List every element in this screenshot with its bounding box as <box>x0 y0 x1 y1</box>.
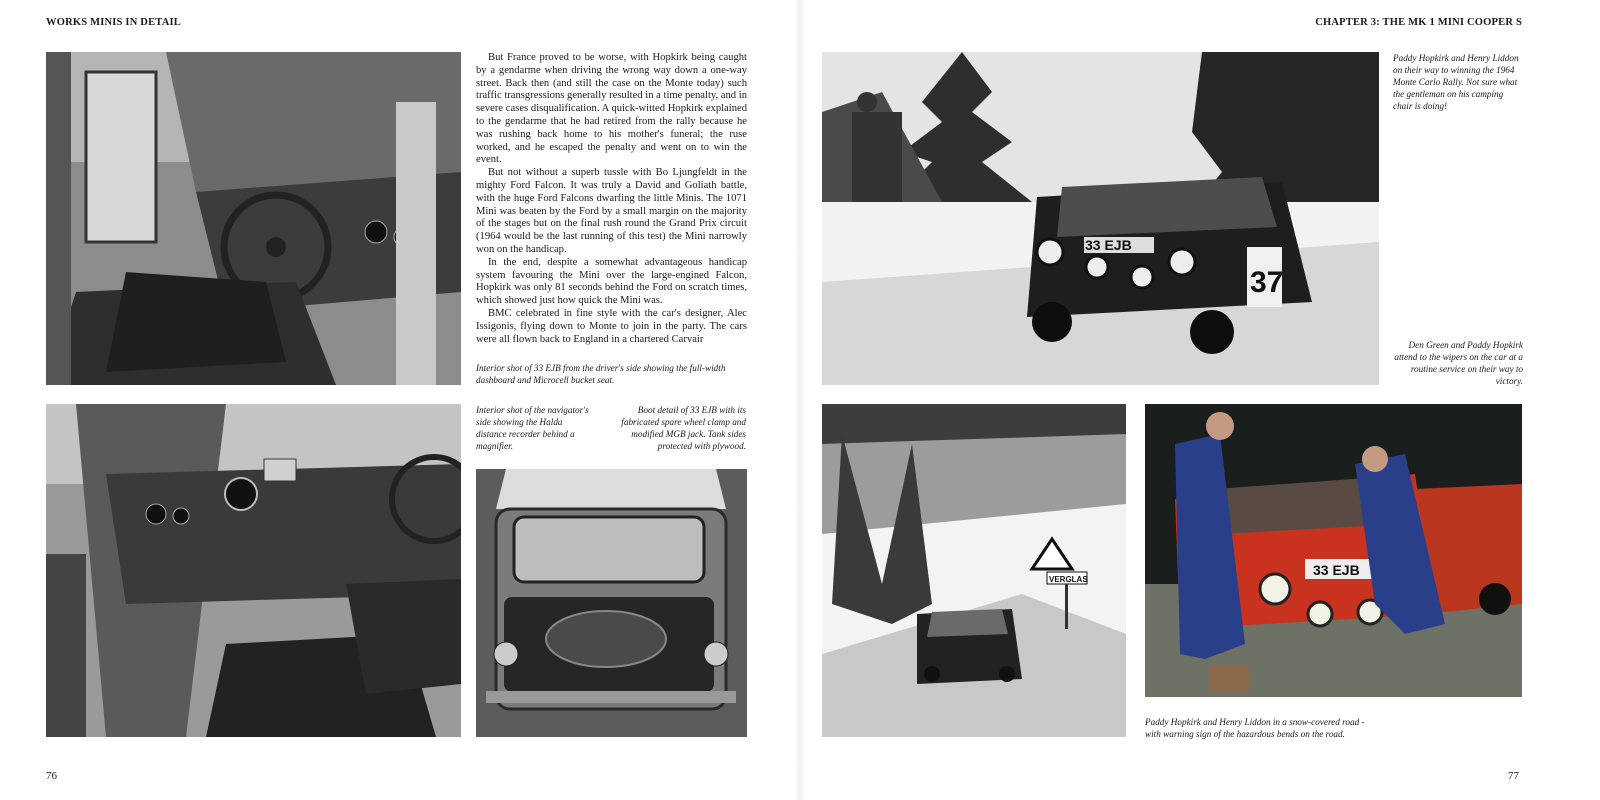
right-page-number: 77 <box>1508 770 1519 782</box>
caption-service: Den Green and Paddy Hopkirk attend to the wipers on the car at a routine service on their way to victory. <box>1394 340 1523 386</box>
body-paragraph: But France proved to be worse, with Hopkirk being caught by a gendarme when driving the wrong way down a one-way street. Back then (and still the case on the Monte today) such traffic transgressions generally resulted in a time penalty, and in severe cases disqualification. A quick-witted Hopkirk explained to the gendarme that he had retired from the rally because he was rushing back home to his mother's funeral; the ruse worked, and he escaped the penalty and went on to win the event. <box>476 52 747 166</box>
number-plate-top: 33 EJB <box>1085 237 1132 253</box>
left-running-head: WORKS MINIS IN DETAIL <box>46 17 181 28</box>
body-paragraph: In the end, despite a somewhat advantageous handicap system favouring the Mini over the large-engined Falcon, Hopkirk was only 81 seconds behind the Ford on scratch times, which showed just how quick the Mini was. <box>476 256 747 307</box>
left-page-number: 76 <box>46 770 57 782</box>
caption-interior-driver: Interior shot of 33 EJB from the driver's side showing the full-width dashboard and Microcell bucket seat. <box>476 363 726 385</box>
body-paragraph: But not without a superb tussle with Bo Ljungfeldt in the mighty Ford Falcon. It was truly a David and Goliath battle, with the huge Ford Falcons dwarfing the little Minis. The 1071 Mini was beaten by the Ford by a small margin on the majority of the stages but on the final rush round the Grand Prix circuit (1964 would be the last running of this test) the Mini narrowly won on the handicap. <box>476 167 747 255</box>
caption-boot-detail: Boot detail of 33 EJB with its fabricated spare wheel clamp and modified MGB jack. Tank sides protected with plywood. <box>621 405 746 451</box>
race-number: 37 <box>1250 266 1284 299</box>
caption-interior-navigator: Interior shot of the navigator's side showing the Halda distance recorder behind a magnifier. <box>476 405 589 451</box>
photo-interior-navigator <box>46 404 461 737</box>
book-gutter <box>794 0 806 800</box>
verglas-sign: VERGLAS <box>1049 575 1088 584</box>
caption-snow-road: Paddy Hopkirk and Henry Liddon in a snow-covered road - with warning sign of the hazardous bends on the road. <box>1145 717 1365 739</box>
photo-interior-driver <box>46 52 461 385</box>
number-plate-colour: 33 EJB <box>1313 562 1360 578</box>
body-paragraph: BMC celebrated in fine style with the car's designer, Alec Issigonis, flying down to Monte to join in the party. The cars were all flown back to England in a chartered Carvair <box>476 307 747 345</box>
photo-colour-service <box>1145 404 1522 697</box>
body-text <box>476 52 747 346</box>
caption-top-right: Paddy Hopkirk and Henry Liddon on their way to winning the 1964 Monte Carlo Rally. Not sure what the gentleman on his camping chair is doing! <box>1393 53 1519 111</box>
photo-rally-snow-37 <box>822 52 1379 385</box>
photo-boot-detail <box>476 469 747 737</box>
photo-snow-road <box>822 404 1126 737</box>
right-running-head: CHAPTER 3: THE MK 1 MINI COOPER S <box>1315 17 1522 28</box>
